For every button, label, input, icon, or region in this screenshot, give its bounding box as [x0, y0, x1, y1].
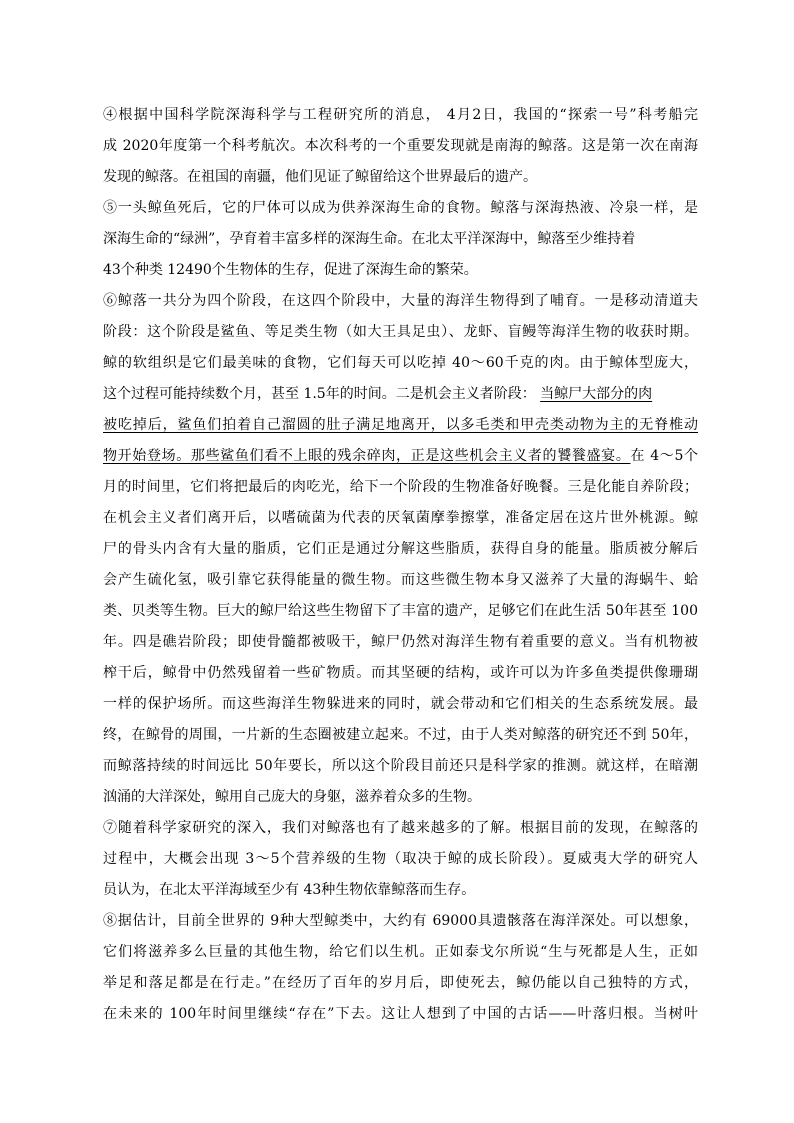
article-body: [103, 100, 698, 1030]
line-text: 鲸的软组织是它们最美味的食物，它们每天可以吃掉 40～60千克的肉。由于鲸体型庞大，: [103, 355, 698, 371]
underlined-text: 当鲸尸大部分的肉: [540, 386, 653, 402]
line-text: 43个种类 12490个生物体的生存，促进了深海生命的繁荣。: [103, 262, 478, 278]
text-line: [103, 565, 698, 596]
line-text: 在机会主义者们离开后，以嗜硫菌为代表的厌氧菌摩拳擦掌，准备定居在这片世外桃源。鲸: [103, 510, 698, 526]
line-text: 尸的骨头内含有大量的脂质，它们正是通过分解这些脂质，获得自身的能量。脂质被分解后: [103, 541, 698, 557]
line-text: 月的时间里，它们将把最后的肉吃光，给下一个阶段的生物准备好晚餐。三是化能自养阶段；: [103, 479, 698, 495]
line-text: ⑦随着科学家研究的深入，我们对鲸落也有了越来越多的了解。根据目前的发现，在鲸落的: [103, 820, 698, 836]
text-line: [103, 937, 698, 968]
line-text: 发现的鲸落。在祖国的南疆，他们见证了鲸留给这个世界最后的遗产。: [103, 169, 537, 185]
line-text: 深海生命的“绿洲”，孕育着丰富多样的深海生命。在北太平洋深海中，鲸落至少维持着: [103, 231, 636, 247]
line-text: 举足和落足都是在行走。”在经历了百年的岁月后，即使死去，鲸仍能以自己独特的方式，: [103, 975, 698, 991]
text-line: [103, 968, 698, 999]
text-line: [103, 472, 698, 503]
text-line: [103, 162, 698, 193]
line-text: 成 2020年度第一个科考航次。本次科考的一个重要发现就是南海的鲸落。这是第一次在南海: [103, 138, 698, 154]
text-line: [103, 627, 698, 658]
text-line: [103, 534, 698, 565]
line-text: 终，在鲸骨的周围，一片新的生态圈被建立起来。不过，由于人类对鲸落的研究还不到 50年，: [103, 727, 698, 743]
text-line: [103, 844, 698, 875]
text-line: [103, 286, 698, 317]
line-text: 在未来的 100年时间里继续“存在”下去。这让人想到了中国的古话——叶落归根。当树叶: [103, 1006, 698, 1022]
line-text: 汹涌的大洋深处，鲸用自己庞大的身躯，滋养着众多的生物。: [103, 789, 481, 805]
text-line: [103, 658, 698, 689]
line-text: 一样的保护场所。而这些海洋生物躲进来的同时，就会带动和它们相关的生态系统发展。最: [103, 696, 698, 712]
text-line: [103, 317, 698, 348]
text-line: [103, 193, 698, 224]
text-line: [103, 348, 698, 379]
text-line: [103, 906, 698, 937]
text-line: [103, 224, 698, 255]
line-text: 而鲸落持续的时间远比 50年要长，所以这个阶段目前还只是科学家的推测。就这样，在暗潮: [103, 758, 698, 774]
text-line: [103, 720, 698, 751]
line-text: ④根据中国科学院深海科学与工程研究所的消息， 4月2日，我国的“探索一号”科考船完: [103, 107, 698, 123]
text-line: [103, 751, 698, 782]
line-text: 这个过程可能持续数个月，甚至 1.5年的时间。二是机会主义者阶段：: [103, 386, 541, 402]
text-line: [103, 410, 698, 441]
line-text: 它们将滋养多么巨量的其他生物，给它们以生机。正如泰戈尔所说“生与死都是人生，正如: [103, 944, 698, 960]
line-text-after: 在 4～5个: [630, 448, 698, 464]
text-line: [103, 689, 698, 720]
text-line: [103, 503, 698, 534]
text-line: [103, 875, 698, 906]
line-text: ⑧据估计，目前全世界的 9种大型鲸类中，大约有 69000具遗骸落在海洋深处。可以想象，: [103, 913, 698, 929]
line-text: ⑤一头鲸鱼死后，它的尸体可以成为供养深海生命的食物。鲸落与深海热液、冷泉一样，是: [103, 200, 698, 216]
line-text: 会产生硫化氢，吸引靠它获得能量的微生物。而这些微生物本身又滋养了大量的海蜗牛、蛤: [103, 572, 698, 588]
text-line: [103, 999, 698, 1030]
text-line: [103, 441, 698, 472]
line-text: 类、贝类等生物。巨大的鲸尸给这些生物留下了丰富的遗产，足够它们在此生活 50年甚至 100: [103, 603, 698, 619]
text-line: [103, 255, 698, 286]
text-line: [103, 813, 698, 844]
text-line: [103, 596, 698, 627]
line-text: 员认为，在北太平洋海域至少有 43种生物依靠鲸落而生存。: [103, 882, 476, 898]
underlined-text: 物开始登场。那些鲨鱼们看不上眼的残余碎肉，正是这些机会主义者的饕餮盛宴。: [103, 448, 631, 464]
underlined-text: 被吃掉后，鲨鱼们拍着自己溜圆的肚子满足地离开，以多毛类和甲壳类动物为主的无脊椎动: [103, 417, 698, 433]
line-text: 年。四是礁岩阶段；即使骨髓都被吸干，鲸尸仍然对海洋生物有着重要的意义。当有机物被: [103, 634, 698, 650]
text-line: [103, 131, 698, 162]
text-line: [103, 379, 698, 410]
text-line: [103, 782, 698, 813]
line-text: 阶段：这个阶段是鲨鱼、等足类生物（如大王具足虫）、龙虾、盲鳗等海洋生物的收获时期。: [103, 324, 698, 340]
line-text: 过程中，大概会出现 3～5个营养级的生物（取决于鲸的成长阶段）。夏威夷大学的研究人: [103, 851, 698, 867]
line-text: 榨干后，鲸骨中仍然残留着一些矿物质。而其坚硬的结构，或许可以为许多鱼类提供像珊瑚: [103, 665, 698, 681]
text-line: [103, 100, 698, 131]
line-text: ⑥鲸落一共分为四个阶段，在这四个阶段中，大量的海洋生物得到了哺育。一是移动清道夫: [103, 293, 698, 309]
